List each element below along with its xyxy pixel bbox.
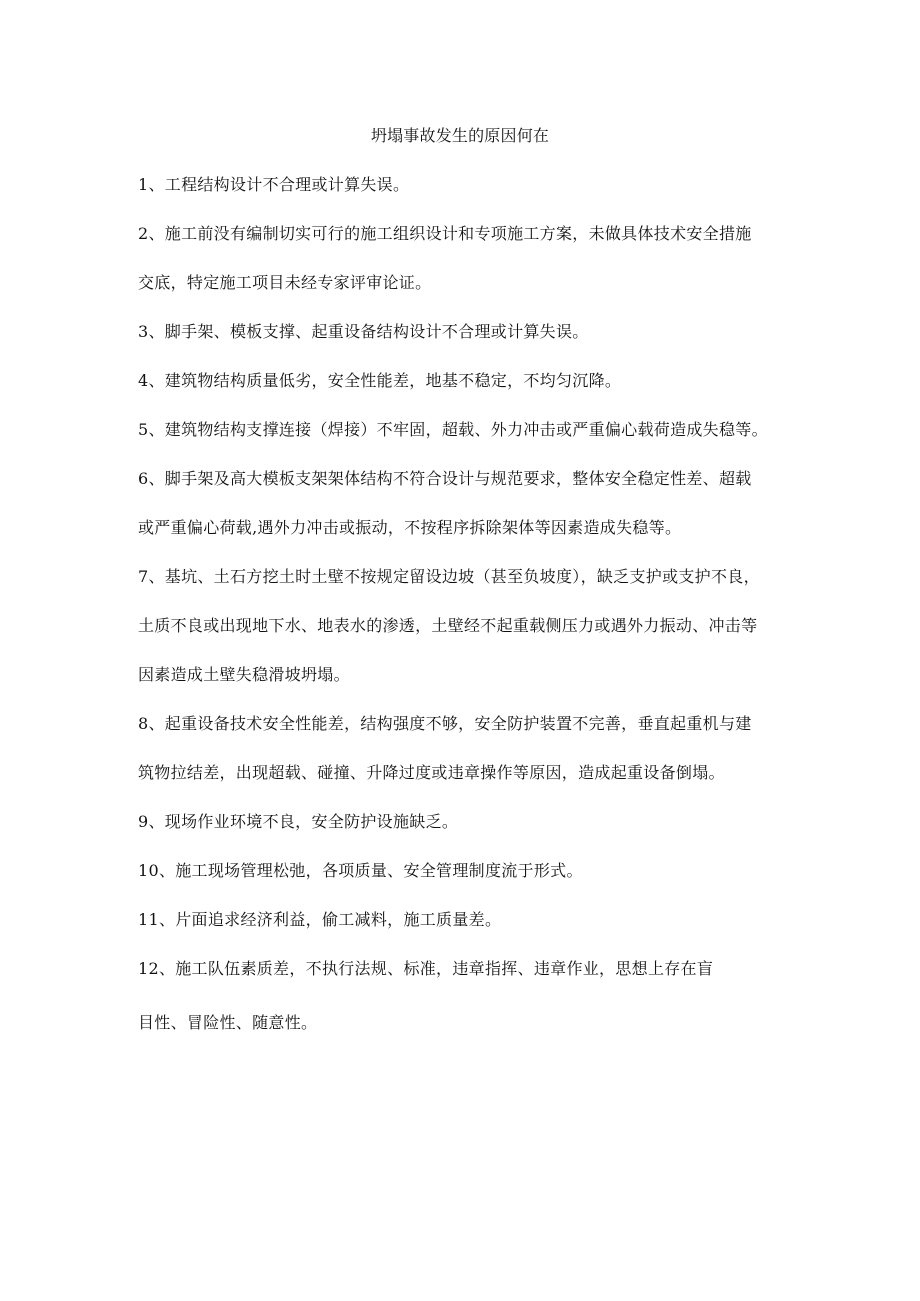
paragraph-line-11: 11、片面追求经济利益，偷工减料，施工质量差。 (138, 910, 502, 929)
paragraph-line-6-cont: 或严重偏心荷载,遇外力冲击或振动，不按程序拆除架体等因素造成失稳等。 (138, 518, 682, 537)
paragraph-line-7-cont-1: 土质不良或出现地下水、地表水的渗透，土壁经不起重载侧压力或遇外力振动、冲击等 (138, 616, 758, 635)
paragraph-line-7-cont-2: 因素造成土壁失稳滑坡坍塌。 (138, 665, 350, 684)
document-title: 坍塌事故发生的原因何在 (370, 126, 550, 145)
paragraph-line-9: 9、现场作业环境不良，安全防护设施缺乏。 (138, 812, 459, 831)
paragraph-line-2: 2、施工前没有编制切实可行的施工组织设计和专项施工方案，未做具体技术安全措施 (138, 224, 752, 243)
paragraph-line-8-cont: 筑物拉结差，出现超载、碰撞、升降过度或违章操作等原因，造成起重设备倒塌。 (138, 763, 725, 782)
paragraph-line-5: 5、建筑物结构支撑连接（焊接）不牢固，超载、外力冲击或严重偏心载荷造成失稳等。 (138, 420, 768, 439)
paragraph-line-12-cont: 目性、冒险性、随意性。 (138, 1013, 318, 1032)
paragraph-line-8: 8、起重设备技术安全性能差，结构强度不够，安全防护装置不完善，垂直起重机与建 (138, 714, 752, 733)
paragraph-line-10: 10、施工现场管理松弛，各项质量、安全管理制度流于形式。 (138, 861, 583, 880)
paragraph-line-12: 12、施工队伍素质差，不执行法规、标准，违章指挥、违章作业，思想上存在盲 (138, 959, 714, 978)
paragraph-line-2-cont: 交底，特定施工项目未经专家评审论证。 (138, 273, 432, 292)
paragraph-line-7: 7、基坑、土石方挖土时土壁不按规定留设边坡（甚至负坡度），缺乏支护或支护不良， (138, 567, 760, 586)
paragraph-line-4: 4、建筑物结构质量低劣，安全性能差，地基不稳定，不均匀沉降。 (138, 371, 622, 390)
paragraph-line-3: 3、脚手架、模板支撑、起重设备结构设计不合理或计算失误。 (138, 322, 589, 341)
paragraph-line-6: 6、脚手架及高大模板支架架体结构不符合设计与规范要求，整体安全稳定性差、超载 (138, 469, 752, 488)
paragraph-line-1: 1、工程结构设计不合理或计算失误。 (138, 175, 410, 194)
